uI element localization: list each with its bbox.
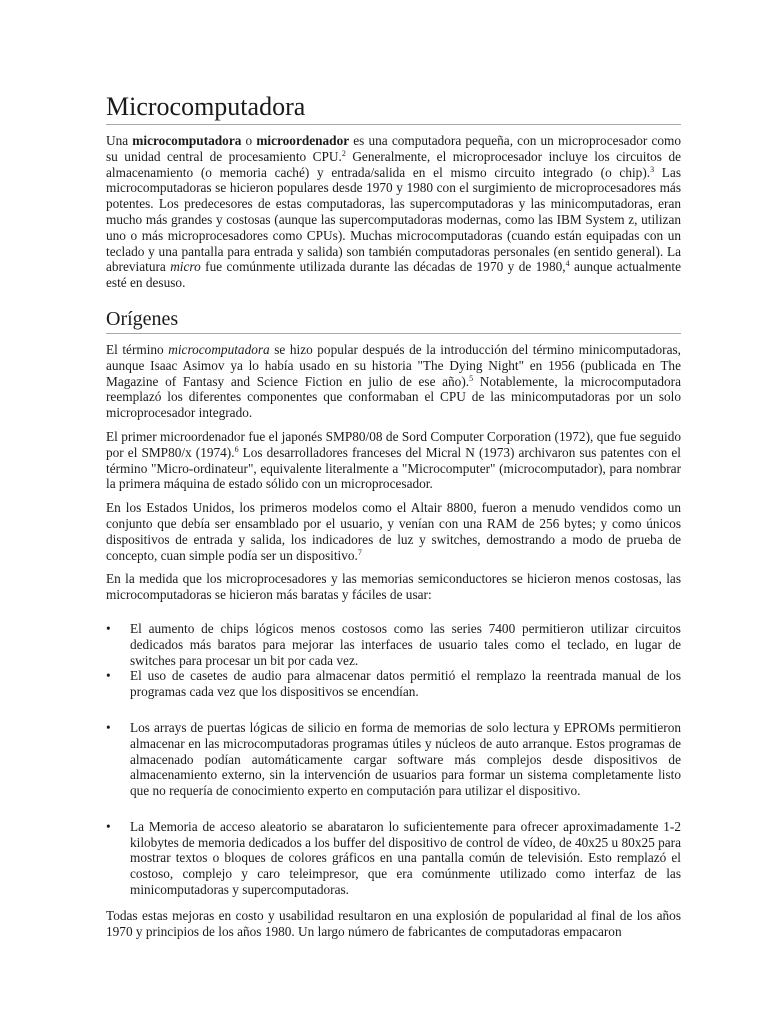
- list-item: [106, 720, 681, 799]
- paragraph-text: Los desarrolladores franceses del Micral N (1973) archivaron sus patentes con el término "Micro-ordinateur", equivalente literalmente a "Microcomputer" (microcomputador), para nombrar la primera máquina de estado sólido con un microprocesador.: [106, 444, 681, 492]
- term-micro: micro: [170, 259, 201, 275]
- paragraph-text: se hizo popular después de la introducción del término minicomputadoras, aunque Isaac Asimov ya lo había usado en su historia "The Dying Night" en 1956 (publicada en The Magazine of Fantasy and Science Fiction en julio de ese año).: [106, 341, 681, 389]
- intro-text: fue comúnmente utilizada durante las décadas de 1970 y de 1980,: [200, 259, 566, 275]
- intro-text: Las microcomputadoras se hicieron populares desde 1970 y 1980 con el surgimiento de microprocesadores más potentes. Los predecesores de estas computadoras, las supercomputadoras y las minicomputadoras, eran mucho más grandes y costosas (aunque las supercomputadoras modernas, como las IBM System z, utilizan uno o más microprocesadores como CPUs). Muchas microcomputadoras (cuando están equipadas con un teclado y una pantalla para entrada y salida) son también computadoras personales (en sentido general). La abreviatura: [106, 164, 681, 275]
- list-item: [106, 819, 681, 898]
- intro-text: Generalmente, el microprocesador incluye los circuitos de almacenamiento (o memoria caché) y entrada/salida en el mismo circuito integrado (o chip).: [106, 148, 681, 180]
- footnote-ref: 7: [357, 547, 362, 557]
- bullet-icon: •: [106, 668, 111, 684]
- list-item: [106, 621, 681, 668]
- improvements-list: [106, 621, 681, 898]
- intro-text: o: [241, 133, 257, 148]
- intro-text: Una: [106, 133, 133, 148]
- origins-paragraph-4: En la medida que los microprocesadores y las memorias semiconductores se hicieron menos costosas, las microcomputadoras se hicieron más baratas y fáciles de usar:: [106, 571, 681, 603]
- paragraph-text: En los Estados Unidos, los primeros modelos como el Altair 8800, fueron a menudo vendidos como un conjunto que debía ser ensamblado por el usuario, y venían con una RAM de 256 bytes; y como únicos dispositivos de entrada y salida, los indicadores de luz y switches, demostrando a modo de prueba de concepto, cuan simple podía ser un dispositivo.: [106, 500, 681, 563]
- list-item-text: La Memoria de acceso aleatorio se abarataron lo suficientemente para ofrecer aproximadamente 1-2 kilobytes de memoria dedicados a los buffer del dispositivo de control de vídeo, de 40x25 u 80x25 para mostrar textos o bloques de colores gráficos en una pantalla común de televisión. Esto remplazó el costoso, complejo y caro teleimpresor, que era comúnmente utilizado como interfaz de las minicomputadoras y supercomputadoras.: [130, 818, 681, 898]
- paragraph-text: El primer microordenador fue el japonés SMP80/08 de Sord Computer Corporation (1972), que fue seguido por el SMP80/x (1974).: [106, 428, 681, 460]
- page-title: Microcomputadora: [106, 92, 681, 125]
- bullet-icon: •: [106, 719, 111, 735]
- origins-paragraph-3: [106, 500, 681, 563]
- term-microcomputadora-italic: microcomputadora: [168, 341, 270, 357]
- list-item: [106, 668, 681, 700]
- intro-text: es una computadora pequeña, con un microprocesador como su unidad central de procesamiento CPU.: [106, 133, 681, 164]
- bullet-icon: •: [106, 818, 111, 834]
- intro-text: aunque actualmente esté en desuso.: [106, 259, 682, 291]
- intro-paragraph: [106, 133, 681, 291]
- list-item-text: Los arrays de puertas lógicas de silicio en forma de memorias de solo lectura y EPROMs permitieron almacenar en las microcomputadoras programas útiles y núcleos de auto arranque. Estos programas de almacenado podían automáticamente cargar software más complejos desde dispositivos de almacenamiento externo, sin la intervención de usuarios para formar un sistema completamente listo que no requería de conocimiento experto en computación para utilizar el dispositivo.: [130, 719, 681, 799]
- paragraph-text: Notablemente, la microcomputadora reemplazó los diferentes componentes que conformaban el CPU de las minicomputadoras por un solo microprocesador integrado.: [106, 373, 682, 421]
- list-item-text: El uso de casetes de audio para almacenar datos permitió el remplazo la reentrada manual de los programas cada vez que los dispositivos se encendían.: [130, 668, 681, 700]
- term-microcomputadora: microcomputadora: [132, 133, 242, 148]
- footnote-ref: 5: [469, 373, 474, 383]
- footnote-ref: 3: [650, 164, 655, 174]
- origins-paragraph-2: [106, 429, 681, 492]
- footnote-ref: 2: [341, 148, 346, 158]
- footnote-ref: 4: [565, 259, 570, 269]
- paragraph-text: El término: [106, 341, 169, 357]
- list-item-text: El aumento de chips lógicos menos costosos como las series 7400 permitieron utilizar circuitos dedicados más baratos para mejorar las interfaces de usuario tales como el teclado, en lugar de switches para procesar un bit por cada vez.: [130, 620, 681, 668]
- origins-paragraph-1: [106, 342, 681, 421]
- bullet-icon: •: [106, 620, 111, 636]
- section-heading-origenes: Orígenes: [106, 307, 681, 334]
- footnote-ref: 6: [234, 444, 239, 454]
- term-microordenador: microordenador: [256, 133, 350, 148]
- origins-paragraph-5: Todas estas mejoras en costo y usabilidad resultaron en una explosión de popularidad al final de los años 1970 y principios de los años 1980. Un largo número de fabricantes de computadoras empacaron: [106, 907, 681, 939]
